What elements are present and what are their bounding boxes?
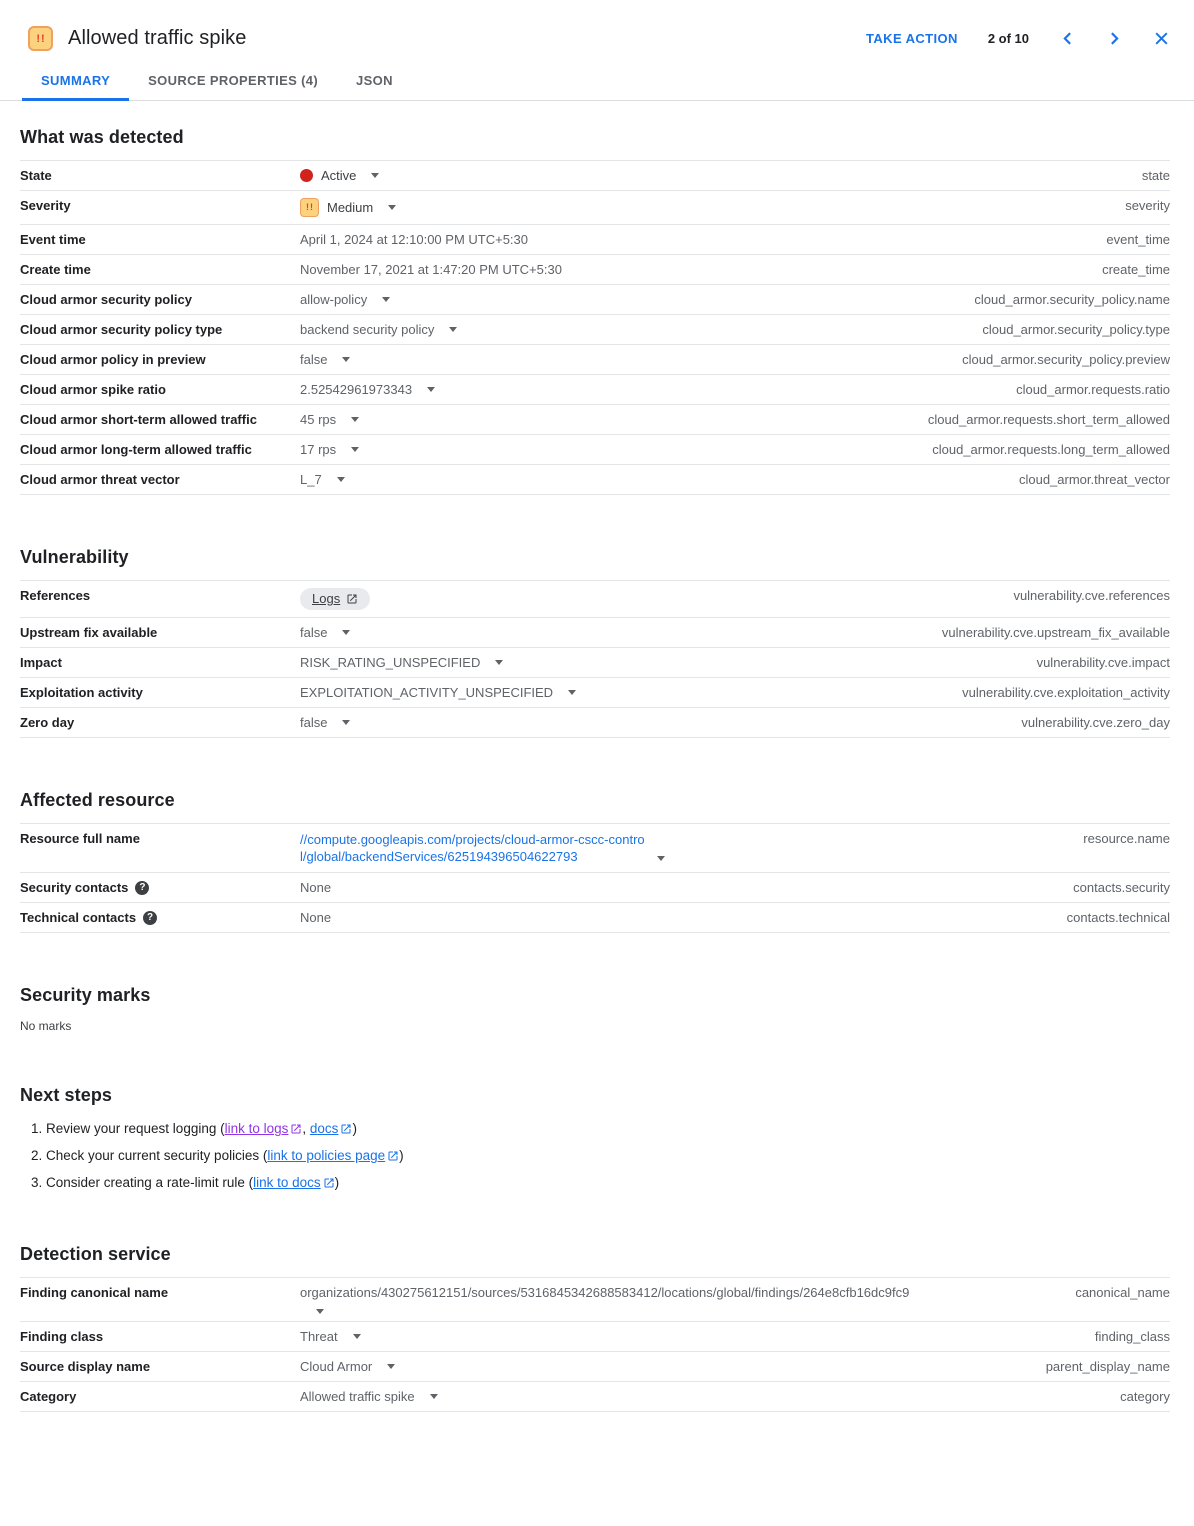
attribute-table: [20, 823, 1170, 933]
row-label-text: Cloud armor long-term allowed traffic: [20, 442, 252, 457]
help-icon[interactable]: ?: [135, 881, 149, 895]
close-icon[interactable]: [1153, 30, 1170, 47]
attribute-path: severity: [1125, 198, 1170, 213]
row-label: [20, 412, 300, 427]
row-label-text: Technical contacts: [20, 910, 137, 925]
next-steps-list: [20, 1120, 1170, 1192]
page-title: Allowed traffic spike: [68, 27, 247, 49]
next-steps-heading: Next steps: [20, 1085, 113, 1105]
row-value: [300, 1329, 1079, 1344]
step-link-text: link to docs: [253, 1175, 321, 1190]
row-label-text: Security contacts: [20, 880, 129, 895]
row-value-text: L_7: [300, 472, 322, 487]
row-value-text: allow-policy: [300, 292, 368, 307]
row-label: [20, 685, 300, 700]
attribute-path: parent_display_name: [1045, 1359, 1170, 1374]
vulnerability-heading: Vulnerability: [20, 547, 129, 567]
row-contacts-security: [20, 872, 1170, 902]
row-value: [300, 442, 916, 457]
row-label-text: Zero day: [20, 715, 75, 730]
row-label: [20, 1285, 300, 1300]
row-value-text: Active: [321, 168, 357, 183]
row-value: [300, 588, 997, 610]
row-label-text: Impact: [20, 655, 62, 670]
resource-link[interactable]: //compute.googleapis.com/projects/cloud-armor-cscc-control/global/backendServices/625194396504622793: [300, 832, 645, 864]
take-action-button[interactable]: TAKE ACTION: [866, 31, 958, 46]
attribute-path: finding_class: [1094, 1329, 1170, 1344]
row-value: [300, 262, 1086, 277]
row-value: [300, 412, 912, 427]
row-label: [20, 352, 300, 367]
step-text: Review your request logging (: [46, 1121, 225, 1136]
dropdown-caret-icon[interactable]: [430, 1394, 438, 1399]
row-label-text: Upstream fix available: [20, 625, 158, 640]
row-value: [300, 655, 1021, 670]
step-link[interactable]: [267, 1148, 399, 1163]
row-value-text: None: [300, 910, 332, 925]
row-cloud-armor-requests-long-term-allowed: [20, 434, 1170, 464]
detection-service-heading: Detection service: [20, 1244, 171, 1264]
row-label-text: Event time: [20, 232, 86, 247]
row-label-text: Create time: [20, 262, 91, 277]
attribute-path: vulnerability.cve.impact: [1036, 655, 1170, 670]
section-detection-service: [20, 1244, 1170, 1412]
row-value-text: Allowed traffic spike: [300, 1389, 415, 1404]
row-value: [300, 168, 1126, 183]
medium-severity-icon: [28, 26, 53, 51]
row-label: [20, 382, 300, 397]
step-link[interactable]: [253, 1175, 335, 1190]
row-label-text: Source display name: [20, 1359, 151, 1374]
attribute-path: cloud_armor.security_policy.name: [974, 292, 1170, 307]
row-label-text: Finding canonical name: [20, 1285, 169, 1300]
row-label: [20, 1389, 300, 1404]
row-value-text: backend security policy: [300, 322, 435, 337]
row-label-text: Cloud armor threat vector: [20, 472, 180, 487]
dropdown-caret-icon[interactable]: [371, 173, 379, 178]
row-label: [20, 880, 300, 895]
row-value-text: None: [300, 880, 332, 895]
row-label: [20, 232, 300, 247]
severity-glyph: !!: [36, 32, 46, 45]
row-label-text: Exploitation activity: [20, 685, 143, 700]
row-value-text: organizations/430275612151/sources/5316845342688583412/locations/global/findings/264e8cfb16dc9fc9: [300, 1285, 910, 1300]
pagination-count: 2 of 10: [987, 31, 1029, 46]
row-canonical-name: [20, 1277, 1170, 1321]
row-label-text: Cloud armor security policy type: [20, 322, 223, 337]
step-link-text: link to logs: [224, 1121, 289, 1136]
what-was-detected-heading: What was detected: [20, 127, 184, 147]
chip-label: Logs: [312, 591, 341, 606]
step-text: ,: [302, 1121, 310, 1136]
row-value: [300, 910, 1051, 925]
dropdown-caret-icon[interactable]: [388, 205, 396, 210]
dropdown-caret-icon[interactable]: [353, 1334, 361, 1339]
next-step-item: [46, 1174, 1170, 1192]
row-label: [20, 262, 300, 277]
row-state: [20, 160, 1170, 190]
row-value-text: Cloud Armor: [300, 1359, 373, 1374]
next-step-item: [46, 1120, 1170, 1138]
attribute-path: canonical_name: [1075, 1285, 1170, 1300]
attribute-path: contacts.technical: [1066, 910, 1170, 925]
row-cloud-armor-threat-vector: [20, 464, 1170, 494]
row-cloud-armor-security-policy-preview: [20, 344, 1170, 374]
attribute-path: create_time: [1102, 262, 1170, 277]
dropdown-caret-icon[interactable]: [657, 856, 665, 861]
row-label-text: Cloud armor spike ratio: [20, 382, 166, 397]
finding-header: [0, 0, 1194, 51]
step-text: ): [352, 1121, 357, 1136]
summary-content: [0, 127, 1194, 1412]
row-label: [20, 442, 300, 457]
row-label-text: Cloud armor short-term allowed traffic: [20, 412, 257, 427]
section-affected-resource: [20, 790, 1170, 933]
section-vulnerability: [20, 547, 1170, 738]
row-contacts-technical: [20, 902, 1170, 932]
attribute-path: cloud_armor.requests.long_term_allowed: [932, 442, 1170, 457]
logs-chip-link[interactable]: [300, 588, 370, 610]
row-value: [300, 1285, 1059, 1314]
external-link-icon: [340, 1123, 352, 1135]
active-state-icon: [300, 169, 313, 182]
step-text: Check your current security policies (: [46, 1148, 268, 1163]
row-parent-display-name: [20, 1351, 1170, 1381]
row-value: [300, 352, 946, 367]
row-vulnerability-cve-exploitation-activity: [20, 677, 1170, 707]
row-vulnerability-cve-references: [20, 580, 1170, 617]
row-create-time: [20, 254, 1170, 284]
dropdown-caret-icon[interactable]: [351, 417, 359, 422]
dropdown-caret-icon[interactable]: [316, 1309, 324, 1314]
dropdown-caret-icon[interactable]: [427, 387, 435, 392]
row-value: [300, 292, 958, 307]
help-icon[interactable]: ?: [143, 911, 157, 925]
row-value-text: false: [300, 352, 328, 367]
section-next-steps: [20, 1085, 1170, 1192]
row-label: [20, 831, 300, 846]
row-finding-class: [20, 1321, 1170, 1351]
row-value-text: RISK_RATING_UNSPECIFIED: [300, 655, 481, 670]
dropdown-caret-icon[interactable]: [337, 477, 345, 482]
step-link[interactable]: [225, 1121, 303, 1136]
header-actions: [866, 30, 1170, 47]
row-resource-name: [20, 823, 1170, 872]
row-value-text: 2.52542961973343: [300, 382, 413, 397]
row-value-text: false: [300, 715, 328, 730]
attribute-table: [20, 1277, 1170, 1412]
next-step-item: [46, 1147, 1170, 1165]
security-marks-heading: Security marks: [20, 985, 151, 1005]
external-link-icon: [387, 1150, 399, 1162]
dropdown-caret-icon[interactable]: [342, 720, 350, 725]
security-marks-note: No marks: [20, 1019, 72, 1033]
dropdown-caret-icon[interactable]: [342, 630, 350, 635]
section-security-marks: [20, 985, 1170, 1033]
attribute-path: resource.name: [1083, 831, 1170, 846]
row-label: [20, 292, 300, 307]
attribute-path: vulnerability.cve.zero_day: [1021, 715, 1170, 730]
resource-link-line: [300, 831, 665, 865]
row-label: [20, 910, 300, 925]
dropdown-caret-icon[interactable]: [449, 327, 457, 332]
row-label-text: Severity: [20, 198, 71, 213]
tab-json[interactable]: JSON: [356, 73, 393, 88]
attribute-path: contacts.security: [1073, 880, 1170, 895]
attribute-table: [20, 580, 1170, 738]
attribute-path: event_time: [1106, 232, 1170, 247]
external-link-icon: [346, 593, 358, 605]
row-value: [300, 715, 1005, 730]
external-link-icon: [290, 1123, 302, 1135]
row-label: [20, 655, 300, 670]
row-value-text: 45 rps: [300, 412, 337, 427]
row-label-text: Resource full name: [20, 831, 140, 846]
step-link[interactable]: [310, 1121, 353, 1136]
attribute-path: vulnerability.cve.exploitation_activity: [962, 685, 1170, 700]
attribute-path: cloud_armor.threat_vector: [1018, 472, 1170, 487]
attribute-path: cloud_armor.requests.ratio: [1016, 382, 1170, 397]
chevron-left-icon[interactable]: [1059, 30, 1076, 47]
row-label: [20, 168, 300, 183]
row-cloud-armor-security-policy-name: [20, 284, 1170, 314]
attribute-path: cloud_armor.requests.short_term_allowed: [927, 412, 1170, 427]
step-link-text: link to policies page: [267, 1148, 386, 1163]
dropdown-caret-icon[interactable]: [495, 660, 503, 665]
row-label: [20, 1329, 300, 1344]
attribute-path: vulnerability.cve.references: [1013, 588, 1170, 603]
row-label: [20, 625, 300, 640]
row-value: [300, 232, 1090, 247]
row-vulnerability-cve-impact: [20, 647, 1170, 677]
medium-severity-icon: !!: [300, 198, 319, 217]
row-value-text: November 17, 2021 at 1:47:20 PM UTC+5:30: [300, 262, 562, 277]
row-value-text: EXPLOITATION_ACTIVITY_UNSPECIFIED: [300, 685, 554, 700]
step-text: ): [399, 1148, 404, 1163]
row-vulnerability-cve-upstream-fix-available: [20, 617, 1170, 647]
step-link-text: docs: [309, 1121, 339, 1136]
row-value: [300, 198, 1109, 217]
attribute-path: vulnerability.cve.upstream_fix_available: [941, 625, 1170, 640]
row-label: [20, 198, 300, 213]
attribute-table: [20, 160, 1170, 495]
row-value: [300, 382, 1000, 397]
row-label: [20, 588, 300, 603]
row-value: [300, 472, 1003, 487]
row-value-text: 17 rps: [300, 442, 337, 457]
row-value-text: April 1, 2024 at 12:10:00 PM UTC+5:30: [300, 232, 528, 247]
row-event-time: [20, 224, 1170, 254]
affected-resource-heading: Affected resource: [20, 790, 175, 810]
step-text: Consider creating a rate-limit rule (: [46, 1175, 254, 1190]
row-label-text: References: [20, 588, 91, 603]
row-cloud-armor-requests-ratio: [20, 374, 1170, 404]
row-label-text: Category: [20, 1389, 77, 1404]
tab-summary[interactable]: SUMMARY: [22, 59, 129, 100]
row-label: [20, 472, 300, 487]
attribute-path: cloud_armor.security_policy.preview: [962, 352, 1170, 367]
dropdown-caret-icon[interactable]: [382, 297, 390, 302]
section-what-was-detected: [20, 127, 1170, 495]
row-value-text: false: [300, 625, 328, 640]
row-cloud-armor-requests-short-term-allowed: [20, 404, 1170, 434]
row-value: [300, 831, 1067, 865]
row-value: [300, 880, 1057, 895]
row-label: [20, 1359, 300, 1374]
dropdown-caret-icon[interactable]: [568, 690, 576, 695]
row-label-text: State: [20, 168, 52, 183]
row-value: [300, 322, 966, 337]
step-text: ): [334, 1175, 340, 1190]
row-value: [300, 625, 926, 640]
row-value-text: Medium: [327, 200, 374, 215]
row-label-text: Cloud armor policy in preview: [20, 352, 206, 367]
external-link-icon: [323, 1177, 335, 1189]
row-label-text: Cloud armor security policy: [20, 292, 192, 307]
row-severity: [20, 190, 1170, 224]
row-label: [20, 322, 300, 337]
chevron-right-icon[interactable]: [1106, 30, 1123, 47]
tab-bar: [0, 59, 1194, 101]
dropdown-caret-icon[interactable]: [342, 357, 350, 362]
row-value: [300, 1359, 1030, 1374]
row-value-text: Threat: [300, 1329, 338, 1344]
row-cloud-armor-security-policy-type: [20, 314, 1170, 344]
dropdown-caret-icon[interactable]: [351, 447, 359, 452]
dropdown-caret-icon[interactable]: [387, 1364, 395, 1369]
row-value: [300, 685, 946, 700]
row-category: [20, 1381, 1170, 1411]
attribute-path: state: [1141, 168, 1170, 183]
row-label: [20, 715, 300, 730]
tab-source-properties-4[interactable]: SOURCE PROPERTIES (4): [148, 73, 319, 88]
row-vulnerability-cve-zero-day: [20, 707, 1170, 737]
attribute-path: category: [1120, 1389, 1170, 1404]
attribute-path: cloud_armor.security_policy.type: [982, 322, 1170, 337]
row-label-text: Finding class: [20, 1329, 104, 1344]
row-value: [300, 1389, 1104, 1404]
